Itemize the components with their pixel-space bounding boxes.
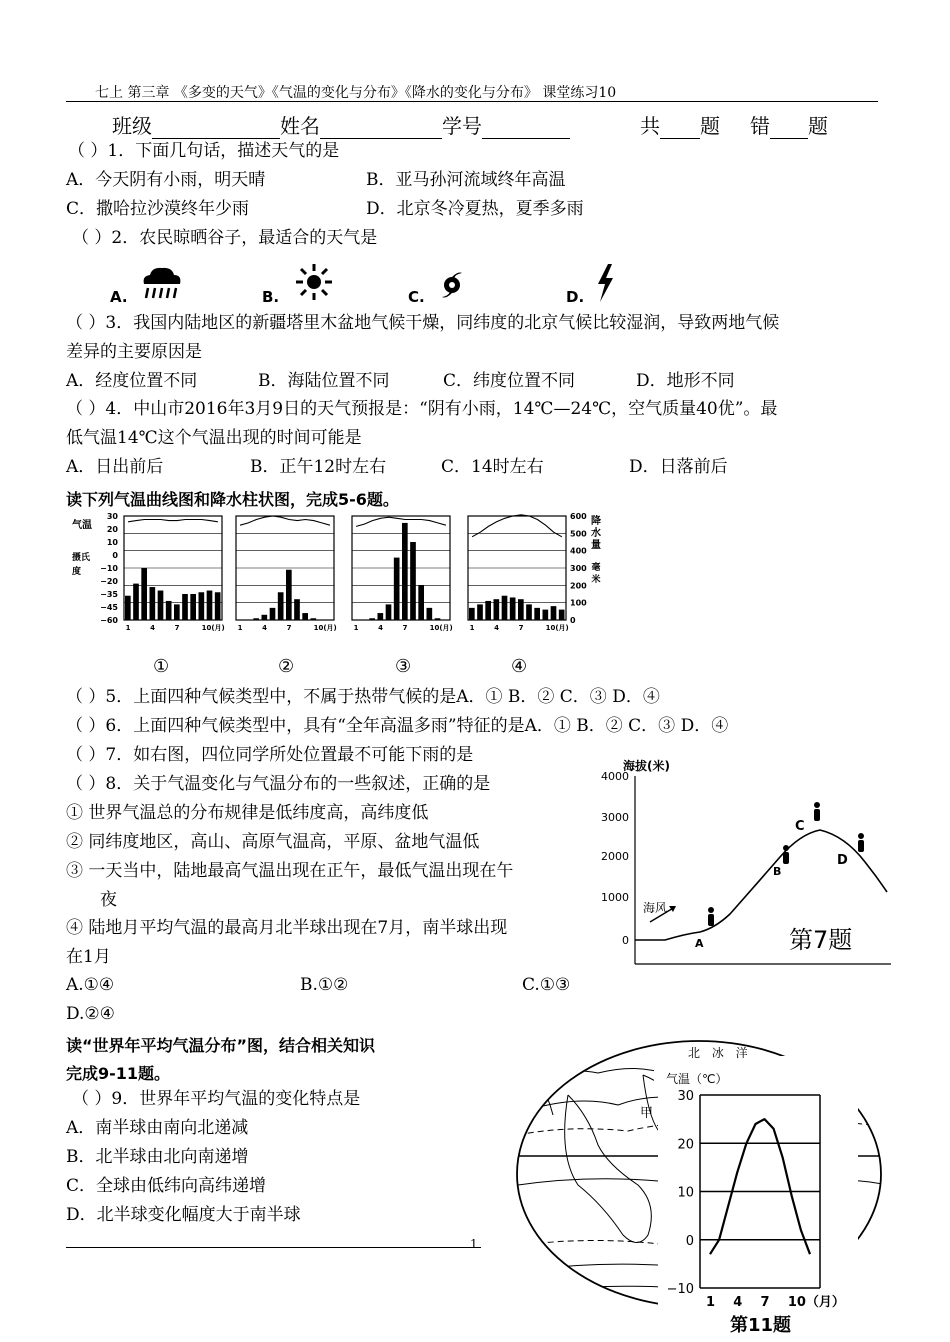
precip-tick: 400 bbox=[570, 546, 587, 556]
header-title: 七上 第三章 《多变的天气》《气温的变化与分布》《降水的变化与分布》 课堂练习10 bbox=[95, 85, 617, 101]
typhoon-icon bbox=[438, 270, 466, 300]
precip-bar bbox=[182, 594, 188, 620]
terrain-y-tick: 3000 bbox=[601, 811, 629, 824]
precip-bar bbox=[378, 613, 384, 620]
q11-caption: 第11题 bbox=[730, 1315, 792, 1336]
question-8: （ ）8．关于气温变化与气温分布的一些叙述，正确的是 bbox=[66, 774, 491, 794]
precip-bar bbox=[427, 608, 433, 620]
point-d-label: D bbox=[837, 853, 848, 868]
month-tick: 10(月) bbox=[545, 624, 569, 632]
question-9: （ ）9．世界年平均气温的变化特点是 bbox=[72, 1089, 361, 1109]
temp-axis-title: 气温 bbox=[72, 520, 92, 531]
location-jia-marker: 甲 bbox=[640, 1106, 654, 1121]
question-4-line1: （ ）4．中山市2016年3月9日的天气预报是：“阴有小雨，14℃—24℃，空气质量40优”。最 bbox=[66, 399, 778, 419]
month-tick: 4 bbox=[378, 624, 384, 632]
statement-1: ① 世界气温总的分布规律是低纬度高，高纬度低 bbox=[66, 803, 429, 823]
name-field[interactable] bbox=[320, 120, 442, 139]
q8-option-a: A.①④ bbox=[66, 975, 115, 995]
point-b-label: B bbox=[773, 865, 782, 878]
terrain-y-tick: 1000 bbox=[601, 891, 629, 904]
temp-tick: 20 bbox=[106, 525, 118, 534]
month-tick: 10(月) bbox=[429, 624, 453, 632]
temp-axis-title: 度 bbox=[72, 567, 82, 577]
q1-option-c: C．撒哈拉沙漠终年少雨 bbox=[66, 199, 250, 219]
question-7: （ ）7．如右图，四位同学所处位置最不可能下雨的是 bbox=[66, 745, 474, 765]
q4-option-d: D．日落前后 bbox=[629, 457, 728, 477]
precip-bar bbox=[418, 585, 424, 620]
precip-bar bbox=[190, 594, 196, 620]
month-tick: 7 bbox=[518, 624, 524, 632]
precip-bar bbox=[278, 592, 284, 620]
score-row bbox=[640, 110, 828, 139]
temp-tick: 10 bbox=[106, 538, 118, 547]
temp-y-tick: −10 bbox=[666, 1282, 694, 1297]
statement-4-line1: ④ 陆地月平均气温的最高月北半球出现在7月，南半球出现 bbox=[66, 918, 508, 938]
precip-bar bbox=[543, 610, 549, 620]
month-tick: 1 bbox=[706, 1295, 716, 1310]
id-field[interactable] bbox=[482, 120, 570, 139]
precip-bar bbox=[207, 591, 213, 620]
point-c-label: C bbox=[795, 819, 805, 834]
month-tick: 7 bbox=[286, 624, 292, 632]
q7-caption: 第7题 bbox=[789, 926, 853, 954]
id-label: 学号 bbox=[442, 114, 482, 138]
q3-option-b: B．海陆位置不同 bbox=[258, 371, 390, 391]
read-instruction-5-6: 读下列气温曲线图和降水柱状图，完成5-6题。 bbox=[66, 490, 399, 509]
precip-bar bbox=[526, 604, 532, 620]
precip-bar bbox=[311, 618, 317, 620]
class-field[interactable] bbox=[152, 120, 280, 139]
q8-option-c: C.①③ bbox=[522, 975, 571, 995]
precip-tick: 500 bbox=[570, 529, 587, 539]
q9-option-c: C．全球由低纬向高纬递增 bbox=[66, 1176, 267, 1196]
precip-bar bbox=[253, 618, 259, 620]
precip-axis-title: 降 bbox=[591, 516, 601, 527]
q4-option-c: C．14时左右 bbox=[441, 457, 544, 477]
rain-cloud-icon bbox=[138, 264, 186, 304]
temp-y-tick: 30 bbox=[677, 1089, 694, 1104]
question-5: （ ）5．上面四种气候类型中，不属于热带气候的是A．① B．② C．③ D．④ bbox=[66, 687, 660, 707]
precip-bar bbox=[386, 604, 392, 620]
month-tick: 4 bbox=[733, 1295, 743, 1310]
month-tick: 7 bbox=[174, 624, 180, 632]
q2-option-b: B. bbox=[262, 288, 280, 306]
q9-option-a: A．南半球由南向北递减 bbox=[66, 1118, 249, 1138]
month-tick: 1 bbox=[237, 624, 243, 632]
precip-bar bbox=[494, 599, 500, 620]
precip-bar bbox=[502, 596, 508, 620]
footer-rule bbox=[66, 1247, 481, 1248]
temp-tick: −60 bbox=[100, 616, 118, 625]
temp-y-tick: 10 bbox=[677, 1185, 694, 1201]
q8-option-b: B.①② bbox=[300, 975, 349, 995]
temp-y-tick: 0 bbox=[685, 1233, 694, 1249]
precip-axis-title: 米 bbox=[591, 575, 601, 585]
precip-bar bbox=[174, 604, 180, 620]
terrain-y-tick: 0 bbox=[622, 934, 629, 947]
q2-option-c: C. bbox=[408, 288, 425, 306]
temp-tick: −35 bbox=[100, 590, 118, 599]
precip-bar bbox=[166, 601, 172, 620]
terrain-y-title: 海拔(米) bbox=[623, 759, 670, 773]
precip-bar bbox=[394, 558, 400, 620]
temp-tick: −10 bbox=[100, 564, 118, 573]
precip-bar bbox=[402, 523, 408, 620]
precip-bar bbox=[141, 568, 147, 620]
read-instruction-9-11-line1: 读“世界年平均气温分布”图，结合相关知识 bbox=[66, 1036, 376, 1055]
precip-bar bbox=[302, 613, 308, 620]
question-2: （ ）2．农民晾晒谷子，最适合的天气是 bbox=[72, 228, 378, 248]
precip-bar bbox=[125, 596, 131, 620]
q4-option-a: A．日出前后 bbox=[66, 457, 164, 477]
month-tick: 10(月) bbox=[313, 624, 337, 632]
climate-label-1: ① bbox=[153, 656, 170, 677]
precip-bar bbox=[435, 618, 441, 620]
precip-bar bbox=[262, 615, 268, 620]
precip-axis-title: 毫 bbox=[591, 563, 601, 573]
precip-bar bbox=[294, 599, 300, 620]
month-tick: 4 bbox=[262, 624, 268, 632]
precip-bar bbox=[369, 618, 375, 620]
header-rule bbox=[66, 101, 878, 102]
precip-axis-title: 量 bbox=[591, 540, 601, 551]
name-label: 姓名 bbox=[280, 114, 320, 138]
temp-y-tick: 20 bbox=[677, 1137, 694, 1153]
precip-tick: 200 bbox=[570, 581, 587, 591]
q-label: 题 bbox=[700, 114, 720, 138]
temp-tick: −20 bbox=[100, 577, 118, 586]
temp-y-title: 气温（℃） bbox=[666, 1072, 728, 1086]
class-label: 班级 bbox=[112, 114, 152, 138]
q2-option-a: A. bbox=[110, 288, 128, 306]
statement-4-line2: 在1月 bbox=[66, 947, 111, 967]
q9-option-d: D．北半球变化幅度大于南半球 bbox=[66, 1205, 301, 1225]
q4-option-b: B．正午12时左右 bbox=[250, 457, 387, 477]
precip-tick: 0 bbox=[570, 616, 576, 625]
precip-bar bbox=[270, 608, 276, 620]
month-tick: 1 bbox=[469, 624, 475, 632]
temp-tick: 30 bbox=[106, 512, 118, 521]
temp-tick: −45 bbox=[100, 603, 118, 612]
precip-bar bbox=[215, 592, 221, 620]
question-1: （ ）1．下面几句话，描述天气的是 bbox=[68, 141, 340, 161]
statement-3-line2: 夜 bbox=[100, 890, 117, 910]
precip-bar bbox=[199, 592, 205, 620]
precip-bar bbox=[410, 542, 416, 620]
read-instruction-9-11-line2: 完成9-11题。 bbox=[66, 1064, 171, 1083]
precip-tick: 600 bbox=[570, 512, 587, 521]
precip-bar bbox=[510, 597, 516, 620]
total-field[interactable] bbox=[660, 120, 700, 139]
precip-bar bbox=[518, 599, 524, 620]
q-label2: 题 bbox=[808, 114, 828, 138]
precip-tick: 300 bbox=[570, 564, 587, 573]
climate-label-2: ② bbox=[278, 656, 295, 677]
wrong-field[interactable] bbox=[770, 120, 808, 139]
arctic-ocean-label: 北 冰 洋 bbox=[688, 1046, 752, 1060]
month-tick: 7 bbox=[402, 624, 408, 632]
month-tick: 1 bbox=[353, 624, 359, 632]
temp-tick: 0 bbox=[112, 551, 118, 560]
precip-tick: 100 bbox=[570, 598, 587, 608]
q2-option-d: D. bbox=[566, 288, 585, 306]
precip-bar bbox=[158, 591, 164, 620]
precip-bar bbox=[286, 570, 292, 620]
terrain-y-tick: 4000 bbox=[601, 770, 629, 783]
q1-option-b: B．亚马孙河流域终年高温 bbox=[366, 170, 566, 190]
precip-bar bbox=[534, 608, 540, 620]
q3-option-c: C．纬度位置不同 bbox=[443, 371, 576, 391]
q3-option-d: D．地形不同 bbox=[636, 371, 735, 391]
question-6: （ ）6．上面四种气候类型中，具有“全年高温多雨”特征的是A．① B．② C．③ D．④ bbox=[66, 716, 729, 736]
student-info-row bbox=[112, 110, 570, 139]
terrain-y-tick: 2000 bbox=[601, 850, 629, 863]
q9-option-b: B．北半球由北向南递增 bbox=[66, 1147, 249, 1167]
month-tick: 4 bbox=[494, 624, 500, 632]
month-tick: 10(月) bbox=[201, 624, 225, 632]
total-label: 共 bbox=[640, 114, 660, 138]
climate-label-4: ④ bbox=[511, 656, 528, 677]
point-a-label: A bbox=[695, 937, 704, 950]
precip-bar bbox=[559, 610, 565, 620]
statement-2: ② 同纬度地区，高山、高原气温高，平原、盆地气温低 bbox=[66, 832, 480, 852]
terrain-chart bbox=[601, 752, 891, 970]
statement-3-line1: ③ 一天当中，陆地最高气温出现在正午，最低气温出现在午 bbox=[66, 861, 514, 881]
precip-axis-title: 水 bbox=[591, 528, 601, 539]
month-tick: 7 bbox=[760, 1295, 770, 1310]
q3-option-a: A．经度位置不同 bbox=[66, 371, 198, 391]
lightning-icon bbox=[592, 262, 618, 304]
precip-bar bbox=[133, 584, 139, 620]
page-number: 1 bbox=[470, 1237, 478, 1251]
precip-bar bbox=[150, 587, 156, 620]
temp-axis-title: 摄氏 bbox=[72, 553, 91, 563]
question-3-line1: （ ）3．我国内陆地区的新疆塔里木盆地气候干燥，同纬度的北京气候比较湿润，导致两地气候 bbox=[66, 313, 780, 333]
precip-bar bbox=[469, 608, 475, 620]
precip-bar bbox=[485, 601, 491, 620]
month-tick: 1 bbox=[125, 624, 131, 632]
q8-option-d: D.②④ bbox=[66, 1004, 115, 1024]
precip-bar bbox=[551, 606, 557, 620]
precip-bar bbox=[477, 604, 483, 620]
month-tick: 10（月） bbox=[787, 1295, 845, 1310]
sun-icon bbox=[294, 262, 334, 302]
question-3-line2: 差异的主要原因是 bbox=[66, 342, 202, 362]
climate-label-3: ③ bbox=[395, 656, 412, 677]
question-4-line2: 低气温14℃这个气温出现的时间可能是 bbox=[66, 428, 362, 448]
q1-option-d: D．北京冬冷夏热，夏季多雨 bbox=[366, 199, 584, 219]
q1-option-a: A．今天阴有小雨，明天晴 bbox=[66, 170, 266, 190]
climate-charts bbox=[64, 508, 604, 638]
month-tick: 4 bbox=[150, 624, 156, 632]
wrong-label: 错 bbox=[750, 114, 770, 138]
sea-wind-label: 海风 bbox=[643, 901, 668, 915]
monthly-temperature-chart bbox=[658, 1063, 868, 1342]
